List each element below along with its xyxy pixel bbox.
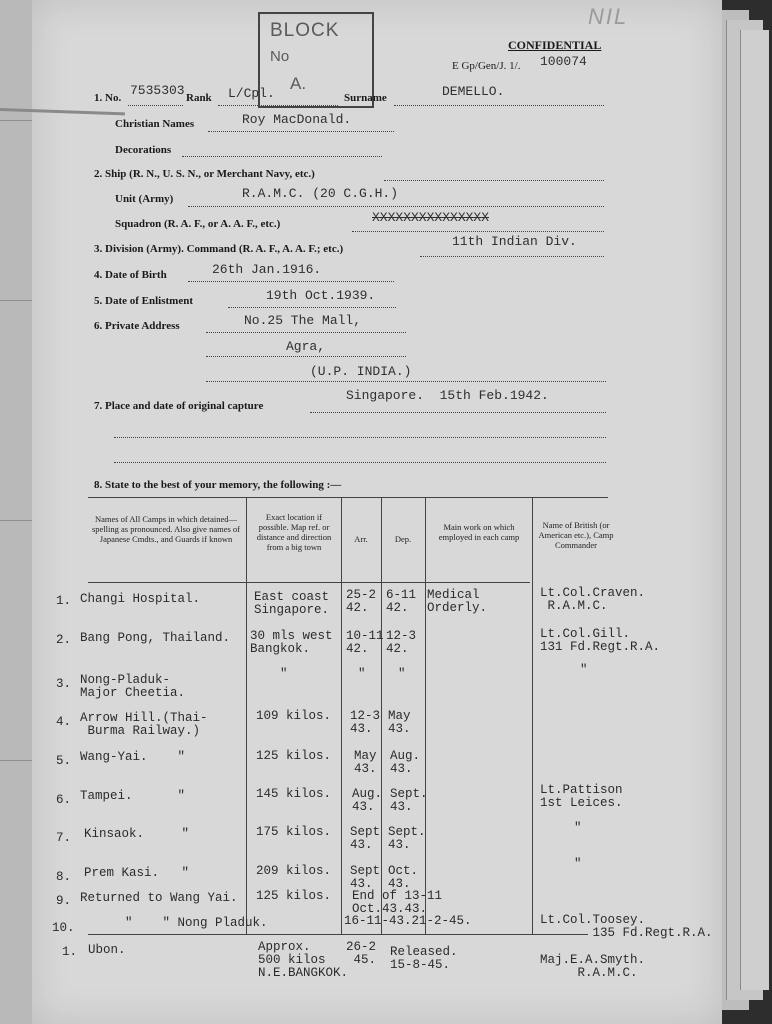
- departure-date: May 43.: [388, 709, 411, 736]
- arrival-date: Aug. 43.: [352, 787, 383, 814]
- dob-value: 26th Jan.1916.: [212, 262, 322, 277]
- arrival-date: 10-11 42.: [346, 629, 384, 656]
- surname-value: DEMELLO.: [442, 84, 505, 99]
- header-arr: Arr.: [354, 534, 368, 544]
- capture-value: Singapore. 15th Feb.1942.: [346, 388, 549, 403]
- arrival-date: May 43.: [354, 749, 377, 776]
- camp-location: ": [280, 667, 288, 681]
- division-label: 3. Division (Army). Command (R. A. F., A. A. F.; etc.): [94, 243, 344, 255]
- camp-name: Ubon.: [88, 943, 126, 957]
- table-bottom-rule: [88, 934, 588, 935]
- row-number: 5.: [56, 754, 72, 768]
- camp-commander: ": [574, 857, 582, 871]
- main-work: Medical Orderly.: [427, 588, 488, 615]
- departure-date: 6-11 42.: [386, 588, 417, 615]
- camp-commander: Lt.Col.Gill. 131 Fd.Regt.R.A.: [540, 627, 661, 654]
- squadron-value-struck: XXXXXXXXXXXXXXX: [372, 210, 490, 225]
- arrival-date: ": [358, 667, 366, 681]
- row-number: 8.: [56, 870, 72, 884]
- header-commander: Name of British (or American etc.), Camp Commander: [538, 520, 614, 550]
- arrival-date: 26-2 45.: [346, 940, 377, 967]
- camp-location: 175 kilos.: [256, 825, 332, 839]
- camp-location: 209 kilos.: [256, 864, 332, 878]
- row-number: 3.: [56, 677, 72, 691]
- no-value: 7535303: [130, 83, 185, 98]
- camp-location: 109 kilos.: [256, 709, 332, 723]
- camp-name: Prem Kasi. ": [84, 866, 190, 880]
- row-number: 7.: [56, 831, 72, 845]
- departure-date: Aug. 43.: [390, 749, 421, 776]
- unit-label: Unit (Army): [115, 193, 174, 205]
- row-number: 1.: [56, 594, 72, 608]
- stamp-block-text: BLOCK: [270, 20, 340, 41]
- confidential-label: CONFIDENTIAL: [508, 38, 602, 52]
- camp-name: Returned to Wang Yai.: [80, 891, 238, 905]
- address-label: 6. Private Address: [94, 320, 180, 332]
- table-header-rule: [88, 582, 530, 583]
- header-work: Main work on which employed in each camp: [438, 522, 520, 542]
- arrival-date: 25-2 42.: [346, 588, 377, 615]
- arrival-date: 16-11-43.21-2-45.: [344, 914, 472, 928]
- reference-number: 100074: [540, 54, 587, 69]
- camp-name: " " Nong Pladuk.: [110, 916, 268, 930]
- camp-name: Changi Hospital.: [80, 592, 201, 606]
- departure-date: 12-3 42.: [386, 629, 417, 656]
- rank-value: L/Cpl.: [228, 86, 275, 101]
- ship-label: 2. Ship (R. N., U. S. N., or Merchant Navy, etc.): [94, 168, 315, 180]
- camp-location: 145 kilos.: [256, 787, 332, 801]
- camp-name: Kinsaok. ": [84, 827, 190, 841]
- camp-name: Arrow Hill.(Thai- Burma Railway.): [80, 711, 208, 738]
- no-label: 1. No.: [94, 92, 122, 104]
- enlistment-label: 5. Date of Enlistment: [94, 295, 193, 307]
- surname-label: Surname: [344, 92, 387, 104]
- row-number: 2.: [56, 633, 72, 647]
- state-label: 8. State to the best of your memory, the following :—: [94, 479, 342, 491]
- arrival-date: 12-3 43.: [350, 709, 381, 736]
- address-line-1: No.25 The Mall,: [244, 313, 362, 328]
- rank-label: Rank: [186, 92, 212, 104]
- camp-commander: Lt.Col.Craven. R.A.M.C.: [540, 586, 646, 613]
- camp-location: 30 mls west Bangkok.: [250, 629, 333, 656]
- arrival-date: Sept 43.: [350, 864, 381, 891]
- row-number: 4.: [56, 715, 72, 729]
- header-location: Exact location if possible. Map ref. or distance and direction from a big town: [256, 512, 332, 552]
- camp-commander: ": [580, 663, 588, 677]
- camp-commander: ": [574, 821, 582, 835]
- camp-name: Wang-Yai. ": [80, 750, 186, 764]
- camp-name: Tampei. ": [80, 789, 186, 803]
- table-top-rule: [88, 497, 608, 498]
- row-number: 9.: [56, 894, 72, 908]
- header-dep: Dep.: [394, 534, 412, 544]
- camp-location: 125 kilos.: [256, 749, 332, 763]
- camp-commander: Maj.E.A.Smyth. R.A.M.C.: [540, 953, 646, 980]
- decorations-label: Decorations: [115, 144, 172, 156]
- arrival-date: End of 13-11 Oct.43.43.: [352, 889, 443, 916]
- unit-value: R.A.M.C. (20 C.G.H.): [242, 186, 399, 201]
- stamp-letter: A.: [290, 74, 307, 93]
- reference-prefix: E Gp/Gen/J. 1/.: [452, 60, 521, 72]
- division-value: 11th Indian Div.: [452, 234, 577, 249]
- header-camps: Names of All Camps in which detained—spelling as pronounced. Also give names of Japanese Cmdts., and Guards if known: [91, 514, 240, 544]
- departure-date: Released. 15-8-45.: [390, 945, 458, 972]
- departure-date: Oct. 43.: [388, 864, 419, 891]
- camp-commander: Lt.Col.Toosey. 135 Fd.Regt.R.A.: [540, 913, 713, 940]
- departure-date: ": [398, 667, 406, 681]
- camp-location: 125 kilos.: [256, 889, 332, 903]
- dob-label: 4. Date of Birth: [94, 269, 167, 281]
- christian-names-value: Roy MacDonald.: [242, 112, 352, 127]
- enlistment-value: 19th Oct.1939.: [266, 288, 376, 303]
- capture-label: 7. Place and date of original capture: [94, 400, 264, 412]
- arrival-date: Sept 43.: [350, 825, 381, 852]
- nil-handwritten-mark: NIL: [588, 4, 629, 29]
- stamp-no-text: No: [270, 48, 290, 65]
- christian-names-label: Christian Names: [115, 118, 195, 130]
- row-number: 1.: [62, 945, 78, 959]
- address-line-3: (U.P. INDIA.): [310, 364, 412, 379]
- camp-location: Approx. 500 kilos N.E.BANGKOK.: [258, 940, 349, 980]
- camp-location: East coast Singapore.: [254, 590, 330, 617]
- camp-name: Nong-Pladuk- Major Cheetia.: [80, 673, 186, 700]
- camp-commander: Lt.Pattison 1st Leices.: [540, 783, 623, 810]
- camp-name: Bang Pong, Thailand.: [80, 631, 231, 645]
- squadron-label: Squadron (R. A. F., or A. A. F., etc.): [115, 218, 281, 230]
- row-number: 6.: [56, 793, 72, 807]
- address-line-2: Agra,: [286, 339, 326, 354]
- row-number: 10.: [52, 921, 75, 935]
- departure-date: Sept. 43.: [390, 787, 428, 814]
- departure-date: Sept. 43.: [388, 825, 426, 852]
